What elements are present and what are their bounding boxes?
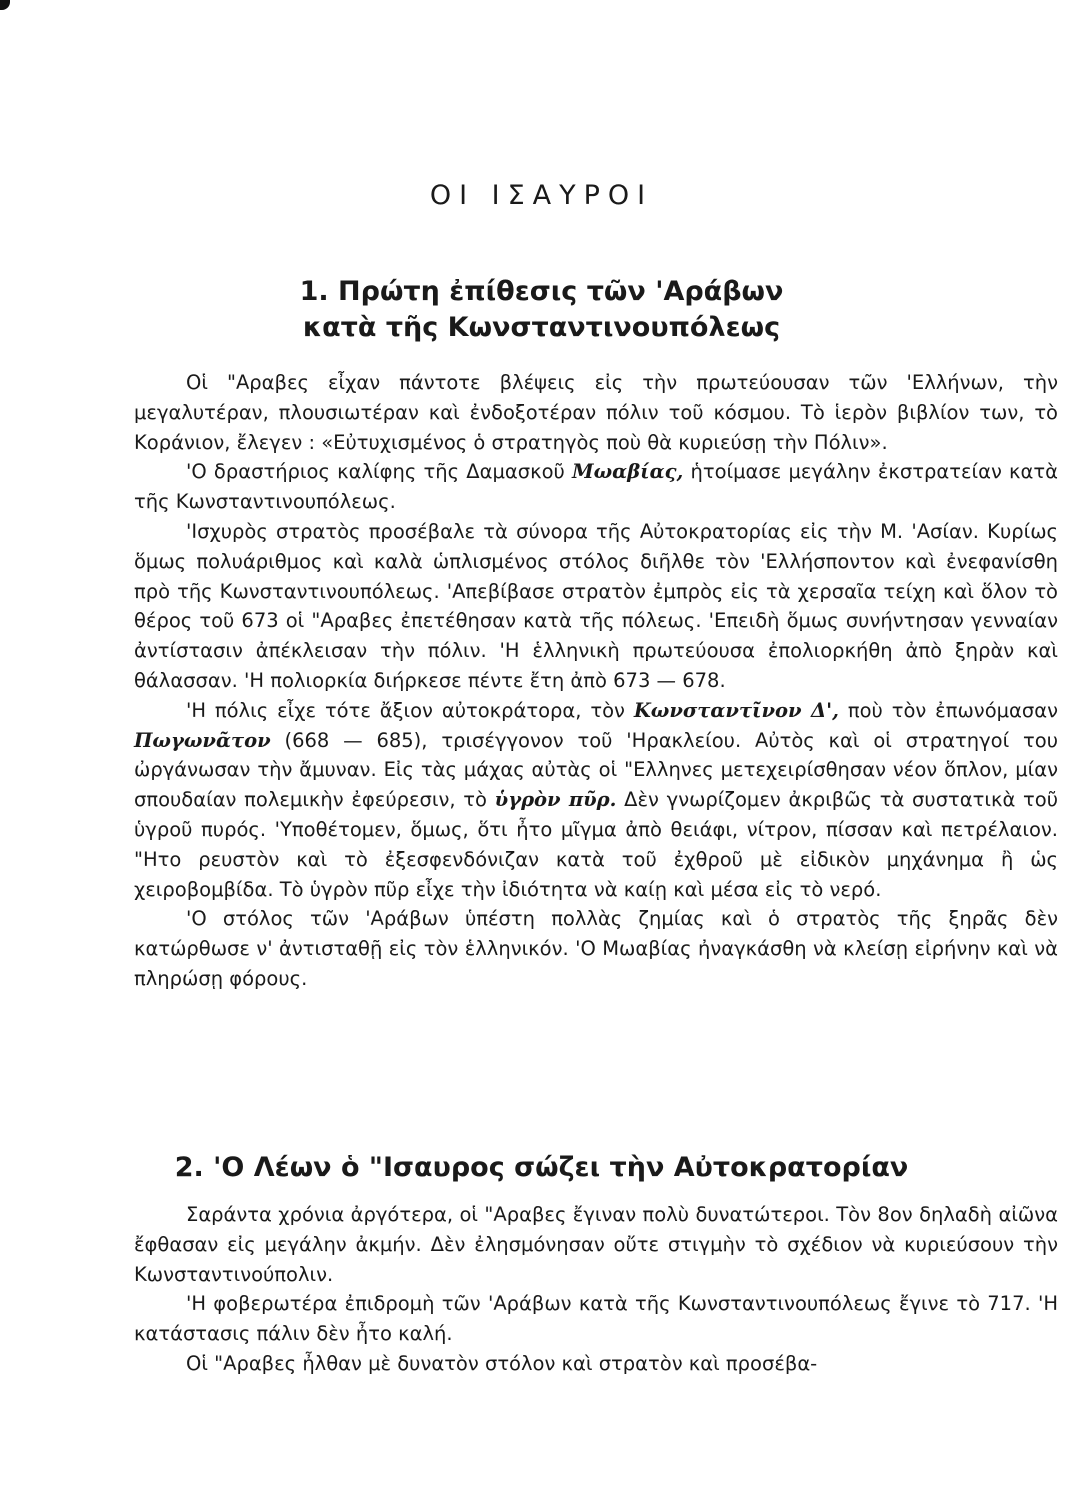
paragraph: Οἱ "Αραβες εἶχαν πάντοτε βλέψεις εἰς τὴν πρωτεύουσαν τῶν 'Ελλήνων, τὴν μεγαλυτέραν, πλουσιωτέραν καὶ ἐνδοξοτέραν πόλιν τοῦ κόσμου. Τὸ ἱερὸν βιβλίον των, τὸ Κοράνιον, ἔλεγεν : «Εὐτυχισμένος ὁ στρατηγὸς ποὺ θὰ κυριεύσῃ τὴν Πόλιν». [134, 371, 1058, 454]
scan-corner-mark [0, 0, 10, 10]
emphasized-name: Πωγωνᾶτον [134, 728, 271, 752]
paragraph [134, 457, 1058, 517]
text-run: 'Η πόλις εἶχε τότε ἄξιον αὐτοκράτορα, τὸν [186, 698, 634, 722]
section-heading-2: 2. 'Ο Λέων ὁ "Ισαυρος σώζει τὴν Αὐτοκρατορίαν [174, 1152, 909, 1183]
text-run: Δὲν γνωρίζομεν ἀκριβῶς τὰ συστατικὰ τοῦ ὑγροῦ πυρός. 'Υποθέτομεν, ὅμως, ὅτι ἦτο μῖγμα ἀπὸ θειάφι, νίτρον, πίσσαν καὶ πετρέλαιον. "Ητο ρευστὸν καὶ τὸ ἐξεσφενδόνιζαν κατὰ τοῦ ἐχθροῦ μὲ εἰδικὸν μηχάνημα ἢ ὡς χειροβομβίδα. Τὸ ὑγρὸν πῦρ εἶχε τὴν ἰδιότητα νὰ καίῃ καὶ μέσα εἰς τὸ νερό. [134, 788, 1058, 901]
emphasized-term: ὑγρὸν πῦρ. [494, 788, 617, 812]
section-heading-1-line1: 1. Πρώτη ἐπίθεσις τῶν 'Αράβων [299, 276, 784, 307]
paragraph: 'Ισχυρὸς στρατὸς προσέβαλε τὰ σύνορα τῆς Αὐτοκρατορίας εἰς τὴν Μ. 'Ασίαν. Κυρίως ὅμως πολυάριθμος καὶ καλὰ ὡπλισμένος στόλος διῆλθε τὸν 'Ελλήσποντον καὶ ἐνεφανίσθη πρὸ τῆς Κωνσταντινουπόλεως. 'Απεβίβασε στρατὸν ἐμπρὸς εἰς τὰ χερσαῖα τείχη καὶ ὅλον τὸ θέρος τοῦ 673 οἱ "Αραβες ἐπετέθησαν κατὰ τῆς πόλεως. 'Επειδὴ ὅμως συνήντησαν γενναίαν ἀντίστασιν ἀπέκλεισαν τὴν πόλιν. 'Η ἑλληνικὴ πρωτεύουσα ἐπολιορκήθη ἀπὸ ξηρὰν καὶ θάλασσαν. 'Η πολιορκία διήρκεσε πέντε ἔτη ἀπὸ 673 — 678. [134, 519, 1058, 692]
section-heading-1 [0, 274, 1083, 346]
paragraph: 'Ο στόλος τῶν 'Αράβων ὑπέστη πολλὰς ζημίας καὶ ὁ στρατὸς τῆς ξηρᾶς δὲν κατώρθωσε ν' ἀντισταθῇ εἰς τὸν ἑλληνικόν. 'Ο Μωαβίας ἠναγκάσθη νὰ κλείσῃ εἰρήνην καὶ νὰ πληρώσῃ φόρους. [134, 907, 1058, 990]
chapter-title: ΟΙ ΙΣΑΥΡΟΙ [429, 180, 654, 211]
text-run: ποὺ τὸν ἐπωνόμασαν [838, 698, 1058, 722]
text-run: ἡτοίμασε μεγάλην ἐκστρατείαν κατὰ τῆς Κωνσταντινουπόλεως. [134, 460, 1058, 514]
section-2-body [134, 1200, 1058, 1379]
emphasized-name: Κωνσταντῖνον Δ', [633, 698, 839, 722]
text-run: 'Ο δραστήριος καλίφης τῆς Δαμασκοῦ [186, 460, 573, 484]
paragraph: Οἱ "Αραβες ἦλθαν μὲ δυνατὸν στόλον καὶ στρατὸν καὶ προσέβα- [186, 1351, 818, 1375]
paragraph: 'Η φοβερωτέρα ἐπιδρομὴ τῶν 'Αράβων κατὰ τῆς Κωνσταντινουπόλεως ἔγινε τὸ 717. 'Η κατάστασις πάλιν δὲν ἦτο καλή. [134, 1292, 1058, 1346]
section-1-body [134, 368, 1058, 994]
section-heading-1-line2: κατὰ τῆς Κωνσταντινουπόλεως [302, 312, 781, 343]
paragraph: Σαράντα χρόνια ἀργότερα, οἱ "Αραβες ἔγιναν πολὺ δυνατώτεροι. Τὸν 8ον δηλαδὴ αἰῶνα ἔφθασαν εἰς μεγάλην ἀκμήν. Δὲν ἐλησμόνησαν οὔτε στιγμὴν τὸ σχέδιον νὰ κυριεύσουν τὴν Κωνσταντινούπολιν. [134, 1203, 1058, 1286]
emphasized-name: Μωαβίας, [572, 460, 684, 484]
text-run: (668 — 685), τρισέγγονον τοῦ 'Ηρακλείου. Αὐτὸς καὶ οἱ στρατηγοί του ὠργάνωσαν τὴν ἄμυναν. Εἰς τὰς μάχας αὐτὰς οἱ "Ελληνες μετεχειρίσθησαν νέον ὅπλον, μίαν σπουδαίαν πολεμικὴν ἐφεύρεσιν, τὸ [134, 728, 1058, 812]
paragraph [134, 696, 1058, 905]
